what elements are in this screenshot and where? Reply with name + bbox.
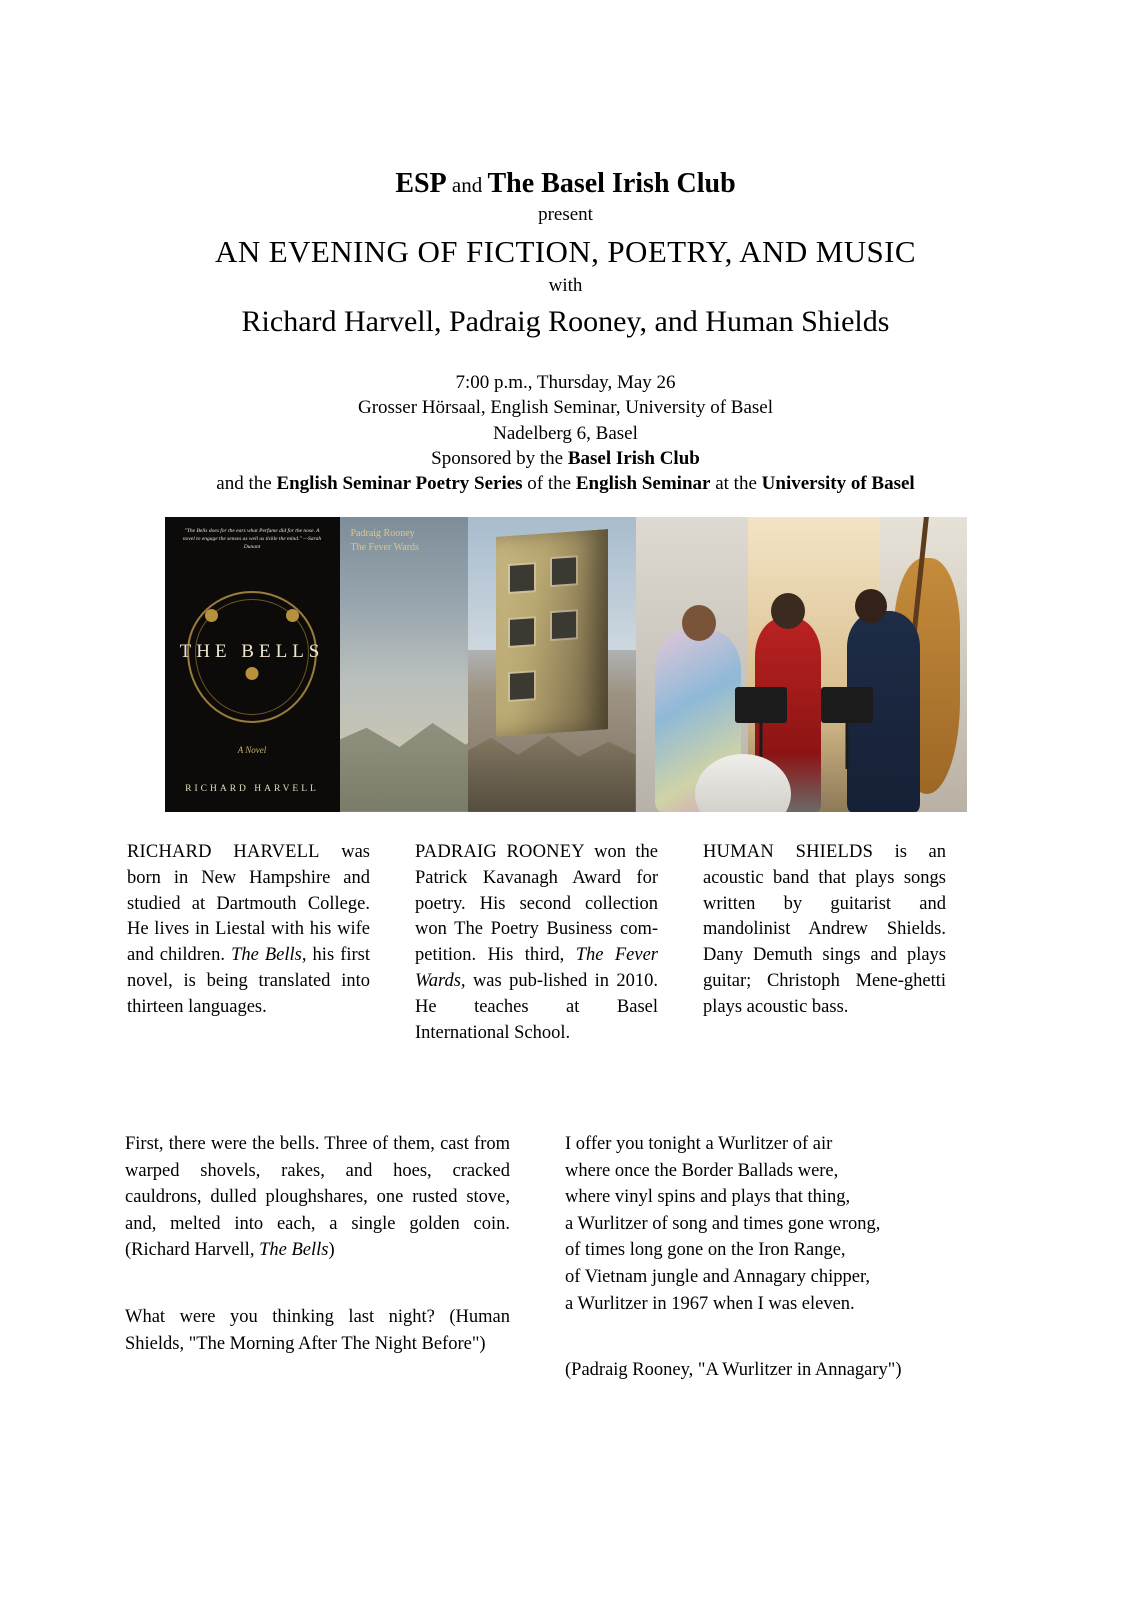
poem-line: where once the Border Ballads were, bbox=[565, 1160, 839, 1181]
bio-text: was born in New Hampshire and studied at Dartmouth College. He lives in Liestal with his wife and children. bbox=[127, 841, 370, 966]
with-word: with bbox=[548, 275, 583, 297]
sponsor2-seminar: English Seminar bbox=[575, 472, 711, 494]
photo-singer-head bbox=[771, 593, 805, 629]
book-cover-title: THE BELLS bbox=[179, 640, 325, 662]
artists-line: Richard Harvell, Padraig Rooney, and Human Shields bbox=[241, 304, 890, 338]
fever-cover-landscape bbox=[340, 692, 468, 812]
poem-line: of times long gone on the Iron Range, bbox=[565, 1240, 846, 1261]
presenter-basel-irish-club: The Basel Irish Club bbox=[487, 168, 736, 199]
bio-text-2: , his first novel, is being translated into thirteen languages. bbox=[127, 945, 371, 1018]
bio-richard-harvell bbox=[127, 840, 370, 1047]
fever-cover-text bbox=[351, 527, 460, 556]
photo-window bbox=[552, 557, 576, 585]
decorative-dot-icon bbox=[246, 667, 259, 680]
book-cover-author: RICHARD HARVELL bbox=[185, 783, 319, 794]
photo-building-facade bbox=[496, 529, 608, 737]
poster-header bbox=[125, 0, 1006, 340]
photo-human-shields-band bbox=[636, 517, 967, 812]
photo-window bbox=[510, 618, 534, 646]
quote-text-2: ) bbox=[328, 1240, 335, 1261]
photo-window bbox=[510, 564, 534, 592]
sponsor2-series: English Seminar Poetry Series bbox=[276, 472, 523, 494]
book-cover-subtitle: A Novel bbox=[237, 744, 267, 755]
presenters-and: and bbox=[446, 173, 488, 197]
event-details bbox=[125, 370, 1006, 495]
photo-demolished-building bbox=[468, 517, 636, 812]
quote-italic: The Bells bbox=[259, 1240, 329, 1261]
book-cover-blurb: "The Bells does for the ears what Perfume did for the nose. A novel to engage the senses as well as tickle the mind." —Sarah Dunant bbox=[182, 527, 322, 551]
sponsor2-a: and the bbox=[216, 472, 277, 494]
poem-line: where vinyl spins and plays that thing, bbox=[565, 1187, 851, 1208]
bio-text-2: was pub-lished in 2010. He teaches at Basel International School. bbox=[415, 971, 658, 1043]
presenters-line bbox=[125, 168, 1006, 199]
fever-cover-author: Padraig Rooney bbox=[350, 527, 415, 539]
bio-human-shields bbox=[703, 840, 946, 1047]
book-cover-the-fever-wards bbox=[340, 517, 468, 812]
photo-guitarist-head bbox=[682, 605, 716, 641]
photo-music-stand bbox=[735, 687, 787, 723]
quote-column-left bbox=[125, 1131, 510, 1384]
poem-line: I offer you tonight a Wurlitzer of air bbox=[565, 1133, 833, 1154]
poem-line: a Wurlitzer in 1967 when I was eleven. bbox=[565, 1293, 855, 1314]
quote-the-bells bbox=[125, 1131, 510, 1264]
event-venue: Grosser Hörsaal, English Seminar, University of Basel bbox=[357, 397, 774, 419]
sponsor-prefix: Sponsored by the bbox=[431, 447, 568, 469]
presenter-esp: ESP bbox=[395, 168, 447, 199]
quote-text: First, there were the bells. Three of them, cast from warped shovels, rakes, and hoes, cracked cauldrons, dulled ploughshares, one rusted stove, and, melted into each, a single golden coin. (Richard Harvell, bbox=[125, 1133, 510, 1261]
quote-attribution: (Padraig Rooney, "A Wurlitzer in Annagary") bbox=[565, 1360, 902, 1381]
event-address: Nadelberg 6, Basel bbox=[493, 422, 638, 444]
bio-text: won the Patrick Kavanagh Award for poetry. His second collection won The Poetry Business com-petition. His third, bbox=[415, 841, 658, 966]
poem-line: a Wurlitzer of song and times gone wrong, bbox=[565, 1213, 881, 1234]
sponsor2-c: of the bbox=[522, 472, 576, 494]
bio-text: is an acoustic band that plays songs written by guitarist and mandolinist Andrew Shields. Dany Demuth sings and plays guitar; Christoph Mene-ghetti plays acoustic bass. bbox=[703, 841, 946, 1018]
sponsor-name: Basel Irish Club bbox=[567, 447, 700, 469]
bio-padraig-rooney bbox=[415, 840, 658, 1047]
bios-section bbox=[125, 840, 1006, 1047]
bio-name: PADRAIG ROONEY bbox=[415, 841, 585, 862]
poem-line: of Vietnam jungle and Annagary chipper, bbox=[565, 1267, 871, 1288]
event-sponsor-line2 bbox=[125, 471, 1006, 496]
bio-italic: The Fever Wards, bbox=[415, 945, 658, 992]
photo-music-stand bbox=[821, 687, 873, 723]
quotes-section bbox=[125, 1131, 1006, 1384]
bio-name: HUMAN SHIELDS bbox=[703, 841, 874, 862]
fever-cover-title: The Fever Wards bbox=[350, 542, 419, 554]
page-title: AN EVENING OF FICTION, POETRY, AND MUSIC bbox=[215, 234, 916, 269]
event-time: 7:00 p.m., Thursday, May 26 bbox=[455, 372, 676, 394]
quote-text: What were you thinking last night? (Human Shields, "The Morning After The Night Before") bbox=[125, 1307, 510, 1354]
bio-name: RICHARD HARVELL bbox=[127, 841, 320, 862]
photo-strip bbox=[165, 517, 967, 812]
photo-window bbox=[510, 672, 534, 700]
photo-window bbox=[552, 611, 576, 639]
quote-human-shields bbox=[125, 1304, 510, 1357]
book-cover-the-bells bbox=[165, 517, 340, 812]
bio-italic: The Bells bbox=[231, 945, 302, 966]
event-sponsor-line1 bbox=[125, 446, 1006, 471]
present-word: present bbox=[538, 204, 593, 226]
sponsor2-university: University of Basel bbox=[761, 472, 915, 494]
quote-wurlitzer-poem bbox=[565, 1131, 950, 1317]
quote-column-right bbox=[565, 1131, 950, 1384]
sponsor2-e: at the bbox=[710, 472, 762, 494]
photo-bassist-head bbox=[855, 589, 887, 623]
